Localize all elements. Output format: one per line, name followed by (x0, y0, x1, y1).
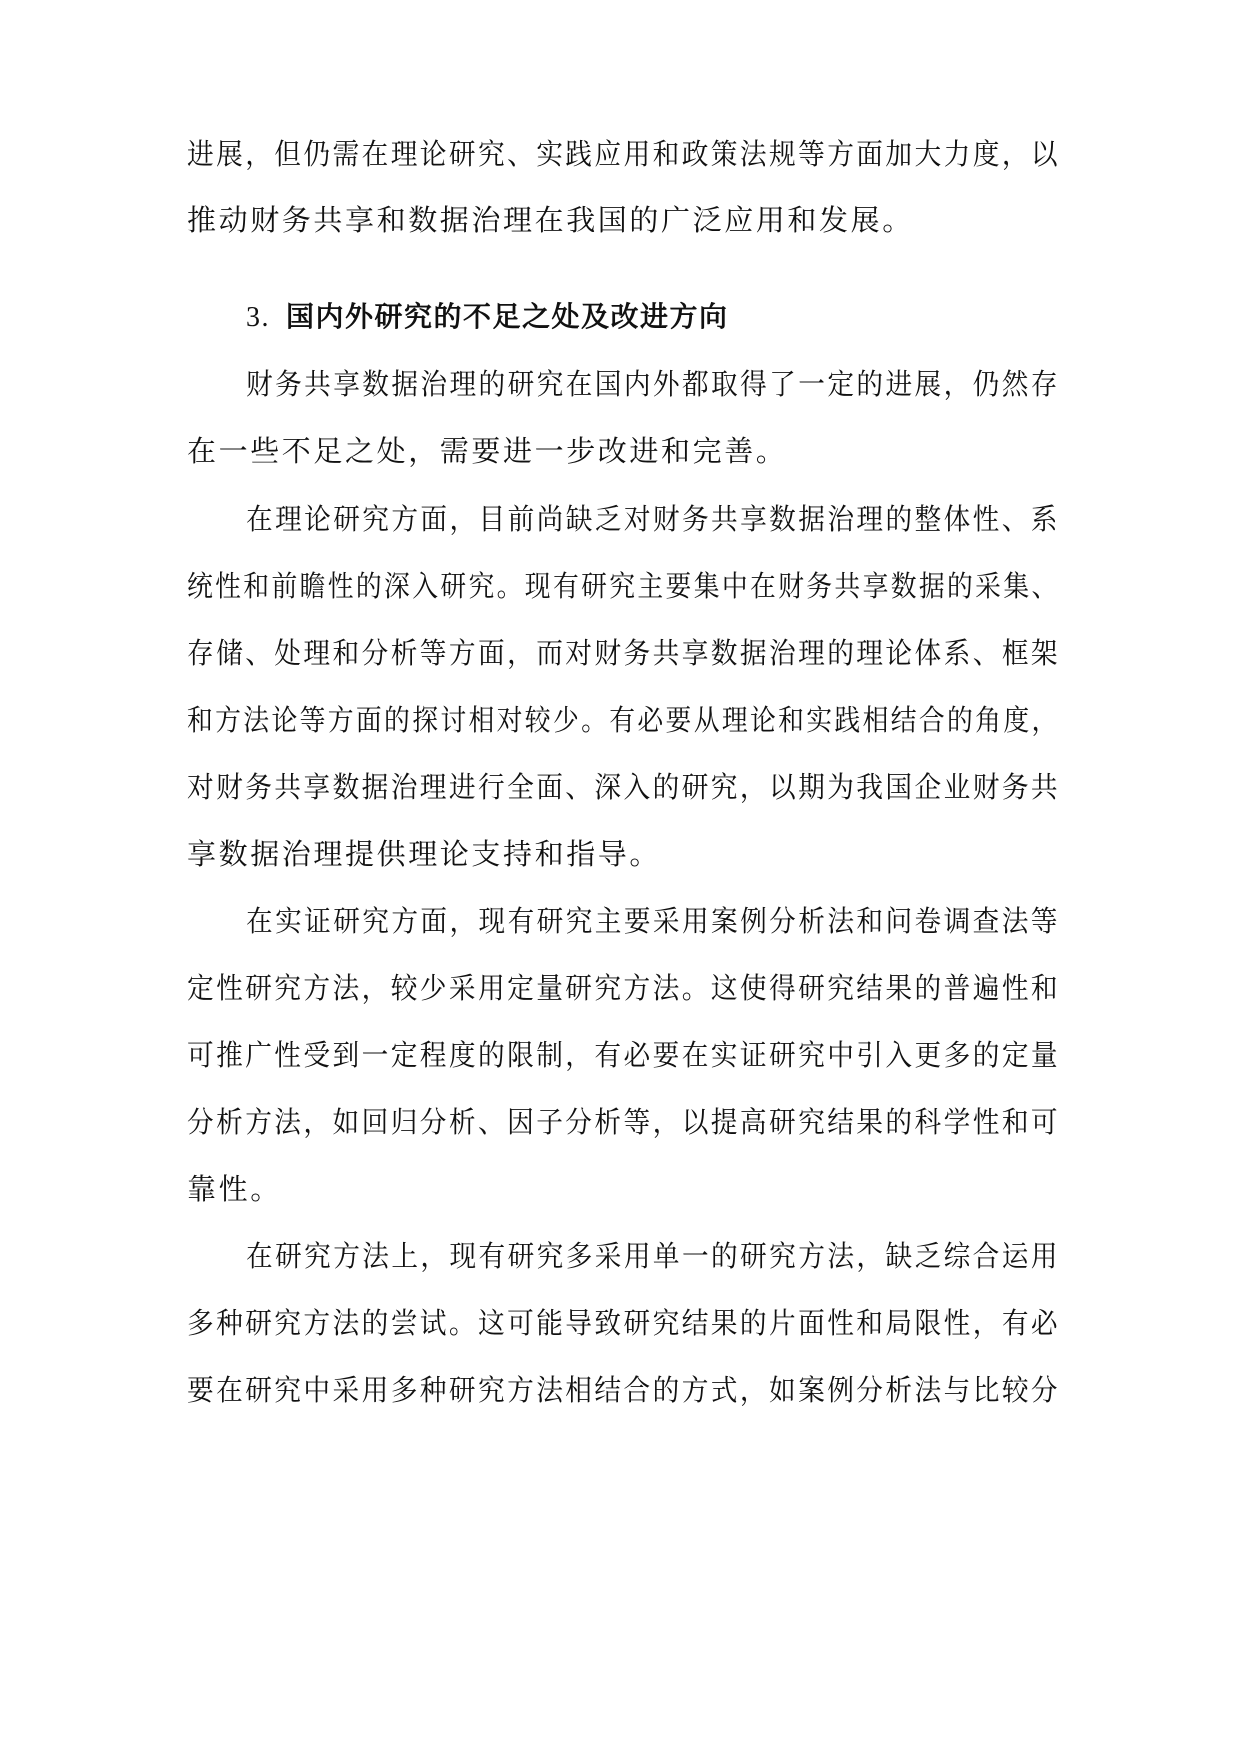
body-text-line: 靠性。 (187, 1172, 282, 1206)
body-text-line: 统性和前瞻性的深入研究。现有研究主要集中在财务共享数据的采集、 (187, 569, 1060, 603)
section-heading (246, 297, 729, 338)
paragraph-first-line: 财务共享数据治理的研究在国内外都取得了一定的进展，仍然存 (246, 367, 1060, 401)
body-text-line: 进展，但仍需在理论研究、实践应用和政策法规等方面加大力度，以 (187, 137, 1061, 171)
section-heading-text: 国内外研究的不足之处及改进方向 (286, 300, 729, 333)
body-text-line: 多种研究方法的尝试。这可能导致研究结果的片面性和局限性，有必 (187, 1306, 1061, 1340)
body-text-line: 可推广性受到一定程度的限制，有必要在实证研究中引入更多的定量 (187, 1038, 1061, 1072)
body-text-line: 推动财务共享和数据治理在我国的广泛应用和发展。 (187, 203, 914, 237)
body-text-line: 要在研究中采用多种研究方法相结合的方式，如案例分析法与比较分 (187, 1373, 1061, 1407)
body-text-line: 和方法论等方面的探讨相对较少。有必要从理论和实践相结合的角度， (187, 703, 1060, 737)
body-text-line: 在一些不足之处，需要进一步改进和完善。 (187, 434, 788, 468)
body-text-line: 对财务共享数据治理进行全面、深入的研究，以期为我国企业财务共 (187, 770, 1061, 804)
paragraph-first-line: 在研究方法上，现有研究多采用单一的研究方法，缺乏综合运用 (246, 1239, 1060, 1273)
paragraph-first-line: 在实证研究方面，现有研究主要采用案例分析法和问卷调查法等 (246, 904, 1060, 938)
section-heading-number: 3. (246, 302, 270, 333)
body-text-line: 享数据治理提供理论支持和指导。 (187, 837, 662, 871)
body-text-line: 存储、处理和分析等方面，而对财务共享数据治理的理论体系、框架 (187, 636, 1061, 670)
body-text-line: 分析方法，如回归分析、因子分析等，以提高研究结果的科学性和可 (187, 1105, 1061, 1139)
body-text-line: 定性研究方法，较少采用定量研究方法。这使得研究结果的普遍性和 (187, 971, 1061, 1005)
paragraph-first-line: 在理论研究方面，目前尚缺乏对财务共享数据治理的整体性、系 (246, 502, 1060, 536)
